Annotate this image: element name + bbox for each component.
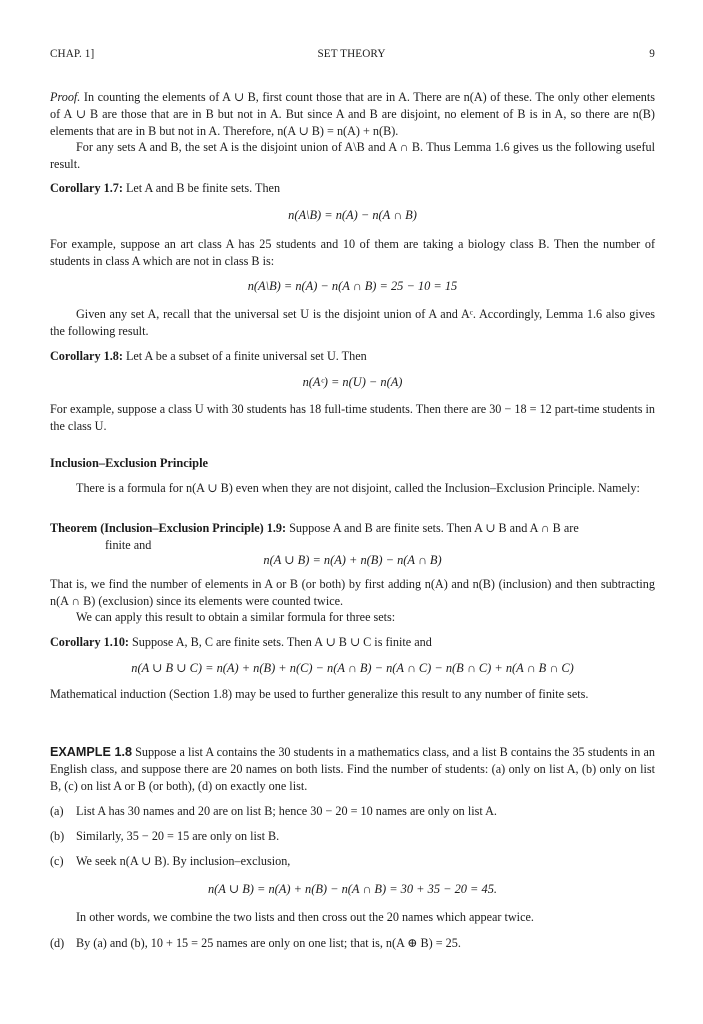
corollary-1-8-formula: n(Aᶜ) = n(U) − n(A) (302, 375, 403, 389)
corollary-1-7-label: Corollary 1.7: (50, 181, 123, 195)
list-item-marker: (a) (50, 804, 64, 818)
example-1-8-text: Suppose a list A contains the 30 students in a mathematics class, and a list B contains the 35 students in an English class, and suppose there are 20 names on both lists. Find the number of students: (a) only on list A, (b) only on list B, (c) on list A or B (or both), (d) on exactly one list. (50, 745, 656, 793)
example-1-8-c-followup: In other words, we combine the two lists and then cross out the 20 names which appear twice. (76, 910, 534, 924)
list-item (50, 853, 655, 870)
theorem-1-9-followup: We can apply this result to obtain a similar formula for three sets: (76, 610, 396, 624)
list-item (50, 828, 655, 845)
corollary-1-10-formula: n(A ∪ B ∪ C) = n(A) + n(B) + n(C) − n(A ∩ B) − n(A ∩ C) − n(B ∩ C) + n(A ∩ B ∩ C) (131, 661, 574, 675)
corollary-1-10 (50, 634, 655, 651)
section-heading: Inclusion–Exclusion Principle (50, 456, 209, 470)
corollary-1-10-statement: Suppose A, B, C are finite sets. Then A ∪ B ∪ C is finite and (132, 635, 432, 649)
corollary-1-8-label: Corollary 1.8: (50, 349, 123, 363)
theorem-1-9-statement-cont: finite and (105, 538, 152, 552)
list-item (50, 803, 655, 820)
list-item-text: By (a) and (b), 10 + 15 = 25 names are only on one list; that is, n(A ⊕ B) = 25. (76, 936, 461, 950)
theorem-1-9-explanation: That is, we find the number of elements in A or B (or both) by first adding n(A) and n(B) (inclusion) and then subtracting n(A ∩ B) (exclusion) since its elements were counted twice. (50, 577, 655, 608)
theorem-1-9 (50, 520, 655, 537)
section-intro: There is a formula for n(A ∪ B) even when they are not disjoint, called the Inclusion–Exclusion Principle. Namely: (76, 481, 640, 495)
corollary-1-8 (50, 348, 655, 365)
corollary-1-7-example: For example, suppose an art class A has 25 students and 10 of them are taking a biology class B. Then the number of students in class A which are not in class B is: (50, 237, 655, 268)
corollary-1-7 (50, 180, 655, 197)
corollary-1-8-example: For example, suppose a class U with 30 students has 18 full-time students. Then there are 30 − 18 = 12 part-time students in the class U. (50, 402, 655, 433)
example-1-8-label: EXAMPLE 1.8 (50, 745, 132, 759)
running-header-chapter: CHAP. 1] (50, 48, 95, 60)
corollary-1-7-statement: Let A and B be finite sets. Then (125, 181, 281, 195)
corollary-1-7-example-formula: n(A\B) = n(A) − n(A ∩ B) = 25 − 10 = 15 (247, 279, 458, 293)
list-item-text: We seek n(A ∪ B). By inclusion–exclusion, (76, 854, 291, 868)
corollary-1-7-followup: Given any set A, recall that the universal set U is the disjoint union of A and Aᶜ. Accordingly, Lemma 1.6 also gives the following result. (50, 307, 655, 338)
list-item-marker: (b) (50, 829, 65, 843)
corollary-1-7-formula: n(A\B) = n(A) − n(A ∩ B) (288, 208, 417, 222)
proof-paragraph (50, 89, 655, 140)
example-1-8-c-formula: n(A ∪ B) = n(A) + n(B) − n(A ∩ B) = 30 + 35 − 20 = 45. (207, 882, 498, 896)
running-header-title: SET THEORY (317, 48, 386, 60)
corollary-1-8-statement: Let A be a subset of a finite universal set U. Then (125, 349, 367, 363)
proof-label: Proof. (50, 90, 81, 104)
list-item-marker: (d) (50, 936, 65, 950)
example-1-8 (50, 744, 655, 795)
list-item-text: Similarly, 35 − 20 = 15 are only on list B. (76, 829, 280, 843)
theorem-1-9-statement: Suppose A and B are finite sets. Then A ∪ B and A ∩ B are (289, 521, 579, 535)
list-item (50, 935, 655, 952)
theorem-1-9-label: Theorem (Inclusion–Exclusion Principle) 1.9: (50, 521, 287, 535)
list-item-marker: (c) (50, 854, 64, 868)
proof-followup: For any sets A and B, the set A is the disjoint union of A\B and A ∩ B. Thus Lemma 1.6 gives us the following useful result. (50, 140, 655, 171)
list-item-text: List A has 30 names and 20 are on list B; hence 30 − 20 = 10 names are only on list A. (76, 804, 497, 818)
theorem-1-9-formula: n(A ∪ B) = n(A) + n(B) − n(A ∩ B) (263, 553, 442, 567)
corollary-1-10-label: Corollary 1.10: (50, 635, 129, 649)
proof-text: In counting the elements of A ∪ B, first count those that are in A. There are n(A) of these. The only other elements of A ∪ B are those that are in B but not in A. But since A and B are disjoint, no element of B is in A, so there are n(B) elements that are in B but not in A. Therefore, n(A ∪ B) = n(A) + n(B). (50, 90, 656, 138)
corollary-1-10-followup: Mathematical induction (Section 1.8) may be used to further generalize this result to any number of finite sets. (50, 687, 589, 701)
page-number: 9 (649, 48, 655, 60)
